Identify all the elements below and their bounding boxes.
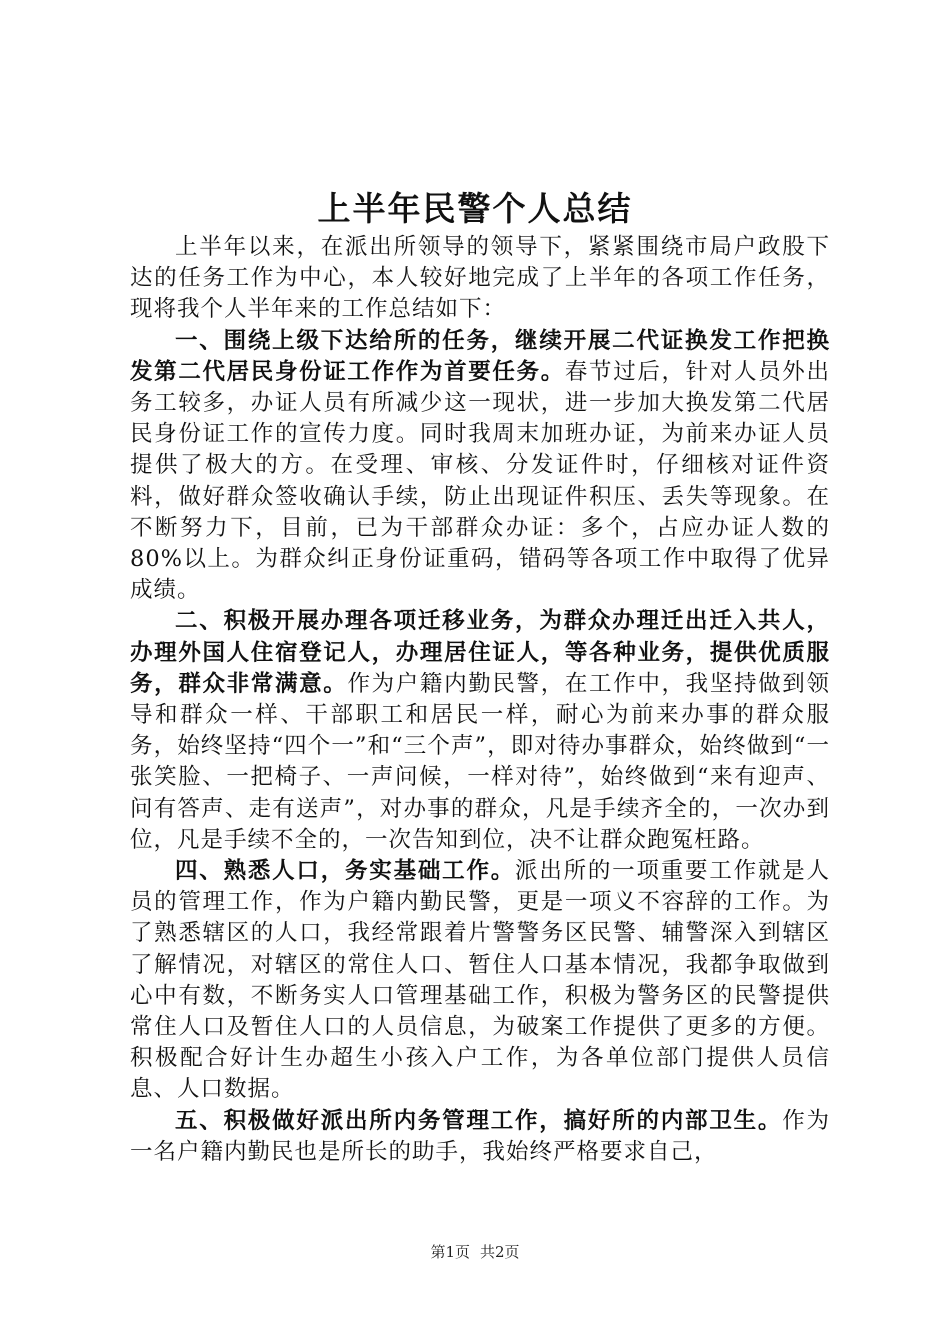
paragraph-text: 上半年以来，在派出所领导的领导下，紧紧围绕市局户政股下达的任务工作为中心，本人较好地完成了上半年的各项工作任务，现将我个人半年来的工作总结如下：: [130, 234, 830, 323]
document-title: 上半年民警个人总结: [317, 189, 633, 228]
section-paragraph-4: [130, 856, 830, 1106]
paragraph-text: 作为户籍内勤民警，在工作中，我坚持做到领导和群众一样、干部职工和居民一样，耐心为前来办事的群众服务，始终坚持“四个一”和“三个声”，即对待办事群众，始终做到“一张笑脸、一把椅子、一声问候，一样对待”，始终做到“来有迎声、问有答声、走有送声”，对办事的群众，凡是手续齐全的，一次办到位，凡是手续不全的，一次告知到位，决不让群众跑冤枉路。: [130, 670, 830, 853]
paragraph-lead: 一、围绕上级下达给所的任务，继续开展二代证换发工作把换发第二代居民身份证工作作为首要任务。: [130, 327, 830, 385]
paragraph-text: 作为一名户籍内勤民也是所长的助手，我始终严格要求自己，: [130, 1107, 830, 1165]
page-total: 共2页: [480, 1243, 520, 1261]
paragraph-text: 春节过后，针对人员外出务工较多，办证人员有所减少这一现状，进一步加大换发第二代居民身份证工作的宣传力度。同时我周末加班办证，为前来办证人员提供了极大的方。在受理、审核、分发证件时，仔细核对证件资料，做好群众签收确认手续，防止出现证件积压、丢失等现象。在不断努力下，目前，已为干部群众办证：多个，占应办证人数的80%以上。为群众纠正身份证重码，错码等各项工作中取得了优异成绩。: [130, 358, 830, 604]
intro-paragraph: [130, 232, 830, 326]
page-footer: [0, 1242, 950, 1262]
section-paragraph-5: [130, 1106, 830, 1168]
paragraph-lead: 五、积极做好派出所内务管理工作，搞好所的内部卫生。: [175, 1107, 783, 1134]
document-body: [130, 232, 830, 1168]
paragraph-lead: 四、熟悉人口，务实基础工作。: [175, 858, 516, 885]
page-number: 第1页: [430, 1243, 470, 1261]
paragraph-text: 派出所的一项重要工作就是人员的管理工作，作为户籍内勤民警，更是一项义不容辞的工作。为了熟悉辖区的人口，我经常跟着片警警务区民警、辅警深入到辖区了解情况，对辖区的常住人口、暂住人口基本情况，我都争取做到心中有数，不断务实人口管理基础工作，积极为警务区的民警提供常住人口及暂住人口的人员信息，为破案工作提供了更多的方便。积极配合好计生办超生小孩入户工作，为各单位部门提供人员信息、人口数据。: [130, 858, 830, 1103]
section-paragraph-2: [130, 606, 830, 856]
section-paragraph-1: [130, 326, 830, 607]
paragraph-lead: 二、积极开展办理各项迁移业务，为群众办理迁出迁入共人，办理外国人住宿登记人，办理居住证人，等各种业务，提供优质服务，群众非常满意。: [130, 608, 830, 697]
